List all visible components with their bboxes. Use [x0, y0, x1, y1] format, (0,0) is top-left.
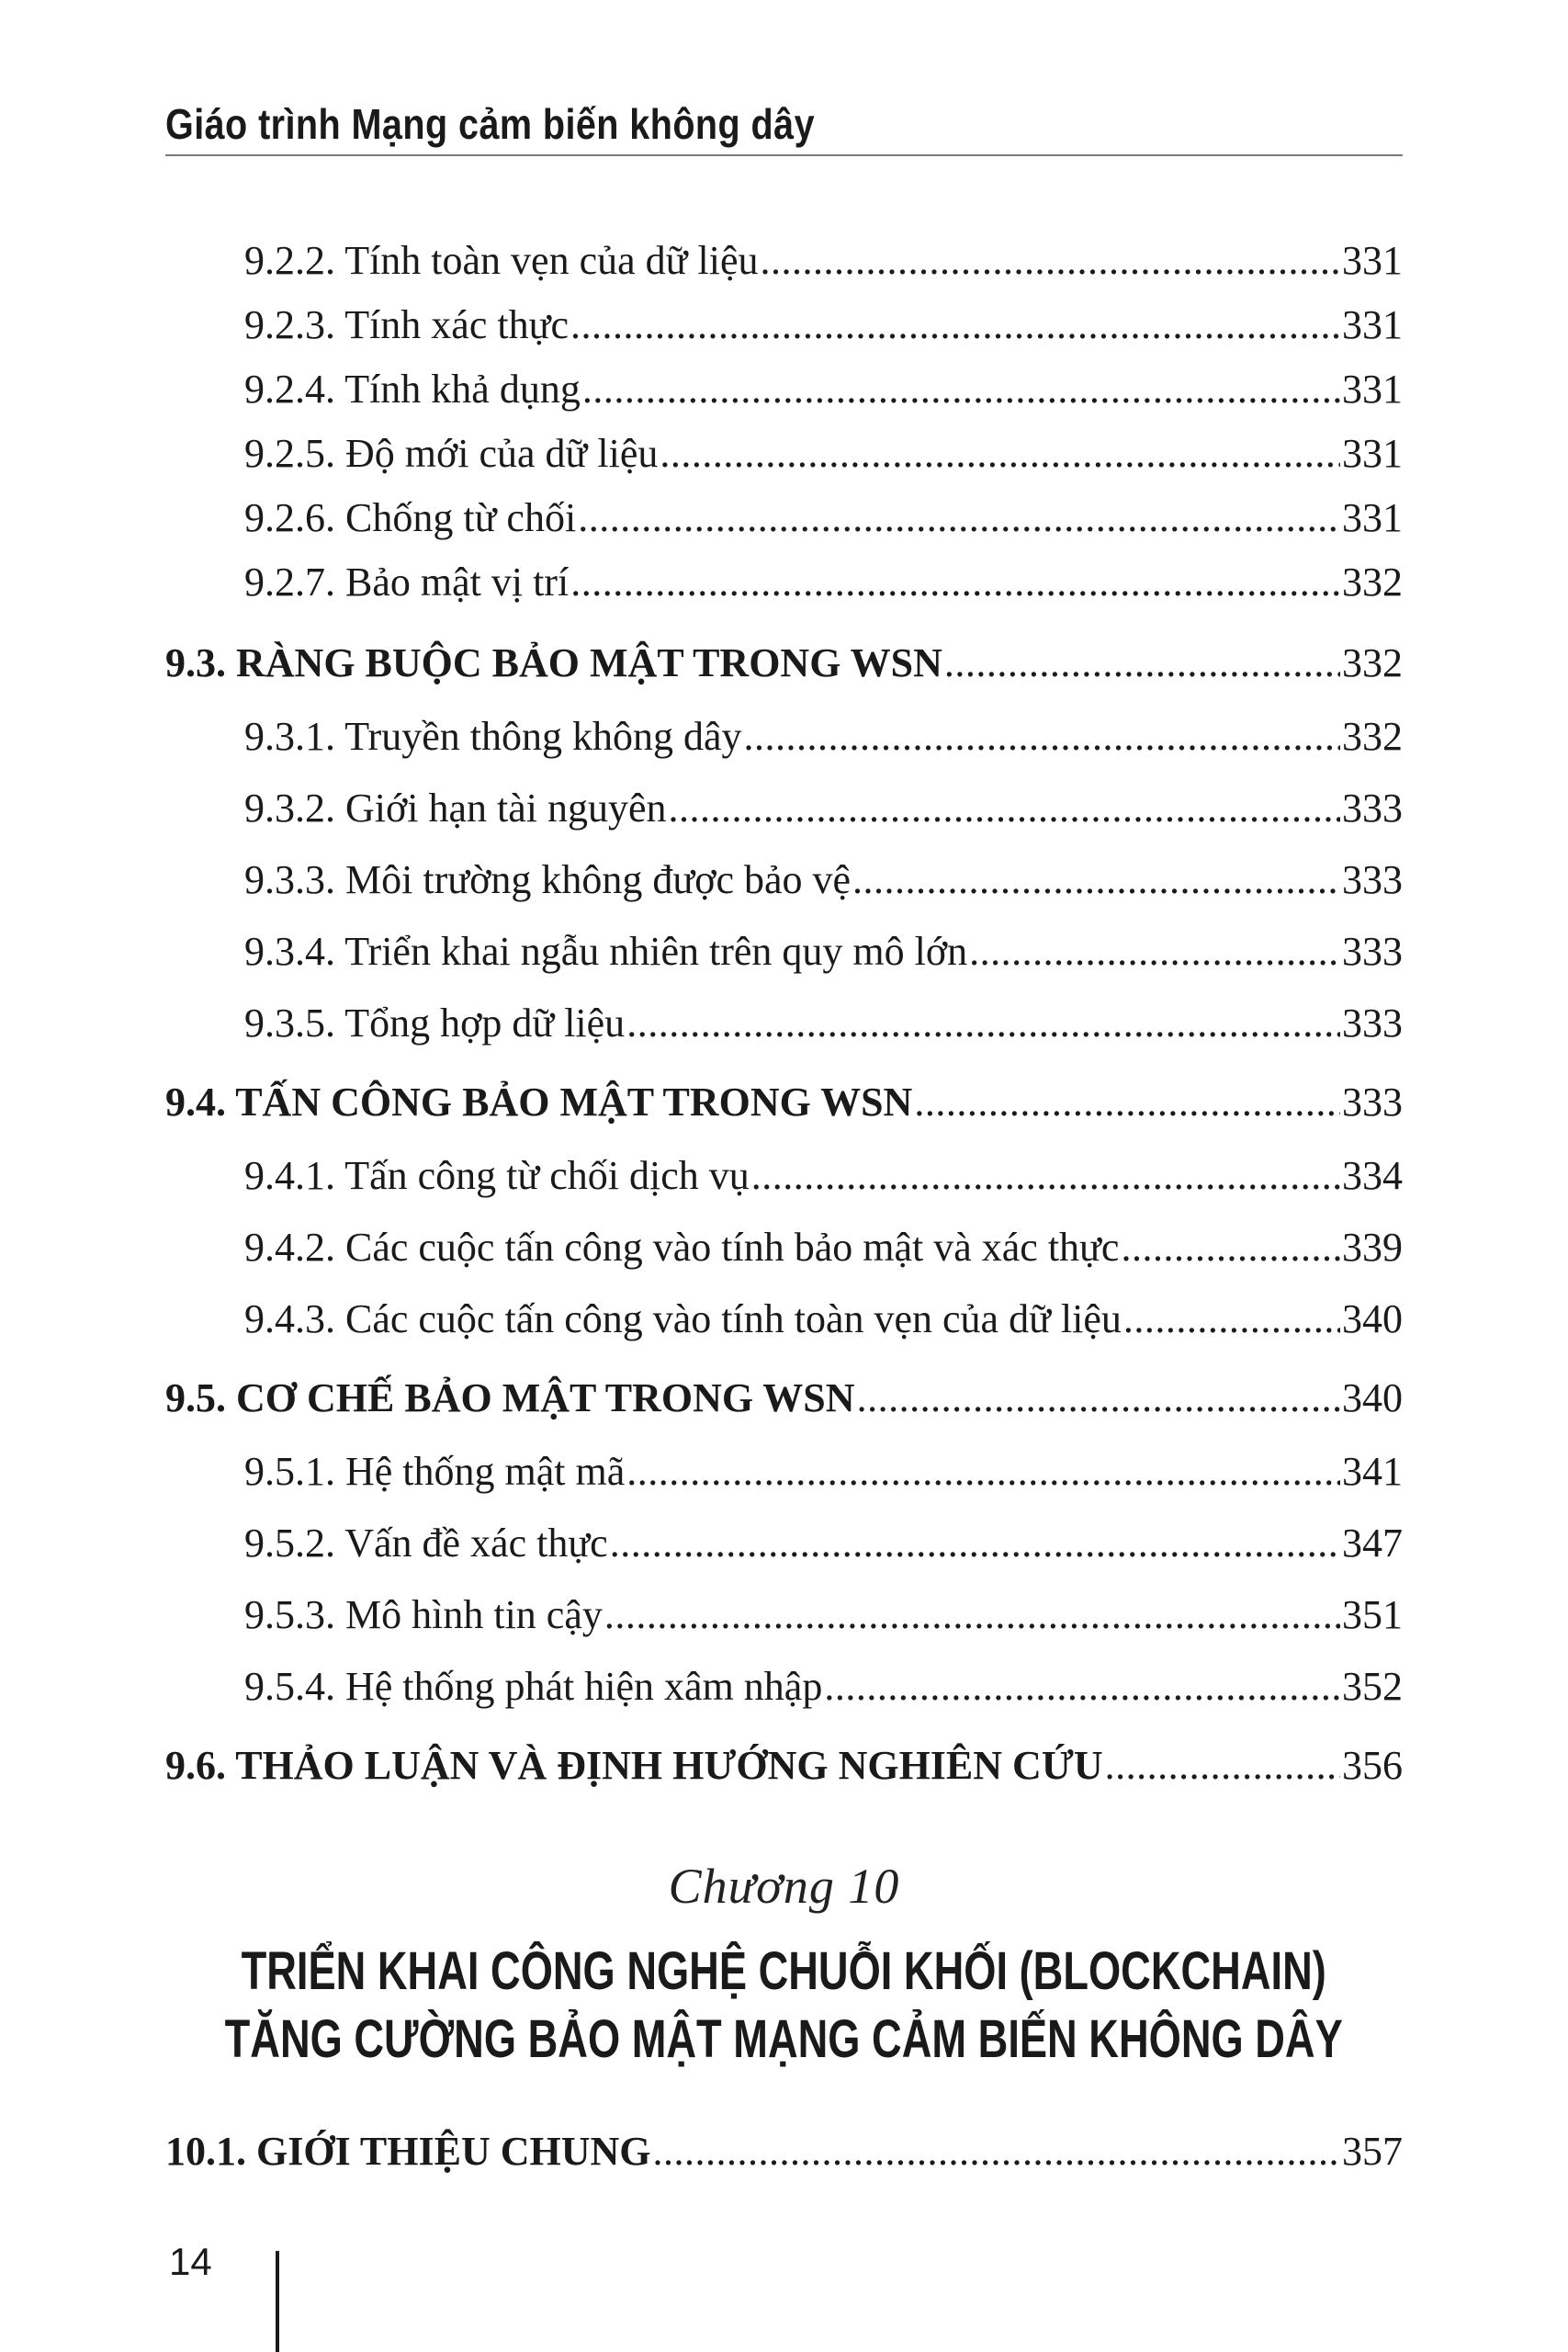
toc-entry[interactable]: [244, 713, 1403, 760]
toc-entry[interactable]: [244, 785, 1403, 831]
toc-entry[interactable]: [244, 559, 1403, 605]
toc-entry-title: 9.5. CƠ CHẾ BẢO MẬT TRONG WSN: [165, 1375, 855, 1420]
toc-leader-dots: [743, 713, 1340, 760]
toc-entry-page: 339: [1342, 1225, 1403, 1270]
toc-entry-page: 333: [1342, 1080, 1403, 1125]
toc-entry-title: 9.4. TẤN CÔNG BẢO MẬT TRONG WSN: [165, 1080, 913, 1125]
toc-entry-page: 347: [1342, 1521, 1403, 1566]
toc-entry-page: 331: [1342, 238, 1403, 283]
chapter-title-text: TĂNG CƯỜNG BẢO MẬT MẠNG CẢM BIẾN KHÔNG DÂY: [224, 2009, 1344, 2069]
toc-entry[interactable]: [244, 1591, 1403, 1638]
toc-entry-title: 9.2.3. Tính xác thực: [244, 302, 569, 347]
toc-entry-page: 331: [1342, 495, 1403, 540]
toc-entry-title: 9.3.5. Tổng hợp dữ liệu: [244, 1001, 626, 1046]
toc-leader-dots: [751, 1152, 1340, 1199]
toc-entry[interactable]: [244, 1152, 1403, 1199]
toc-entry[interactable]: [244, 301, 1403, 348]
toc-leader-dots: [626, 1448, 1340, 1495]
toc-section-entry[interactable]: [165, 1374, 1403, 1421]
toc-entry-page: 333: [1342, 929, 1403, 974]
toc-leader-dots: [610, 1520, 1340, 1566]
toc-entry-page: 340: [1342, 1375, 1403, 1420]
toc-leader-dots: [660, 430, 1340, 477]
toc-entry-title: 9.3.3. Môi trường không được bảo vệ: [244, 857, 852, 902]
toc-entry-title: 9.4.3. Các cuộc tấn công vào tính toàn vẹn của dữ liệu: [244, 1296, 1122, 1341]
toc-entry-title: 9.3. RÀNG BUỘC BẢO MẬT TRONG WSN: [165, 640, 942, 685]
toc-entry-page: 333: [1342, 857, 1403, 902]
toc-leader-dots: [582, 366, 1340, 413]
toc-entry-page: 331: [1342, 431, 1403, 476]
toc-leader-dots: [570, 559, 1340, 605]
toc-entry-title: 9.5.2. Vấn đề xác thực: [244, 1521, 608, 1566]
toc-leader-dots: [669, 785, 1340, 831]
toc-entry[interactable]: [244, 928, 1403, 975]
toc-leader-dots: [857, 1374, 1340, 1421]
toc-entry-page: 331: [1342, 302, 1403, 347]
toc-entry[interactable]: [244, 430, 1403, 477]
toc-entry-page: 332: [1342, 714, 1403, 759]
toc-section-entry[interactable]: [165, 1079, 1403, 1125]
toc-entry-title: 9.3.1. Truyền thông không dây: [244, 714, 742, 759]
running-head: Giáo trình Mạng cảm biến không dây: [165, 100, 816, 148]
toc-entry-page: 352: [1342, 1664, 1403, 1709]
toc-leader-dots: [944, 639, 1340, 686]
toc-entry-page: 333: [1342, 786, 1403, 831]
toc-leader-dots: [578, 494, 1340, 541]
chapter-title-line-2: [0, 2008, 1568, 2070]
toc-entry-page: 341: [1342, 1449, 1403, 1494]
toc-entry-title: 9.2.5. Độ mới của dữ liệu: [244, 431, 659, 476]
toc-leader-dots: [852, 856, 1340, 903]
toc-entry-title: 9.2.2. Tính toàn vẹn của dữ liệu: [244, 238, 759, 283]
toc-entry-title: 9.3.2. Giới hạn tài nguyên: [244, 786, 667, 831]
toc-entry-title: 9.5.1. Hệ thống mật mã: [244, 1449, 626, 1494]
toc-entry-title: 9.4.1. Tấn công từ chối dịch vụ: [244, 1153, 750, 1198]
toc-entry-page: 357: [1342, 2129, 1403, 2174]
toc-leader-dots: [653, 2128, 1341, 2175]
toc-entry-title: 9.5.4. Hệ thống phát hiện xâm nhập: [244, 1664, 823, 1709]
chapter-title-text: TRIỂN KHAI CÔNG NGHỆ CHUỖI KHỐI (BLOCKCHAIN): [241, 1941, 1327, 2001]
toc-leader-dots: [969, 928, 1340, 975]
toc-entry[interactable]: [244, 856, 1403, 903]
toc-entry-title: 9.2.4. Tính khả dụng: [244, 367, 581, 412]
toc-entry-title: 9.2.7. Bảo mật vị trí: [244, 560, 570, 605]
toc-entry-title: 10.1. GIỚI THIỆU CHUNG: [165, 2129, 651, 2174]
toc-section-entry[interactable]: [165, 1742, 1403, 1789]
toc-leader-dots: [570, 301, 1340, 348]
toc-entry-page: 356: [1342, 1743, 1403, 1788]
toc-entry-page: 333: [1342, 1001, 1403, 1046]
toc-leader-dots: [604, 1591, 1340, 1638]
toc-section-entry[interactable]: [165, 639, 1403, 686]
folio-rule: [276, 2251, 279, 2352]
toc-entry-title: 9.3.4. Triển khai ngẫu nhiên trên quy mô lớn: [244, 929, 968, 974]
toc-section-entry[interactable]: [165, 2128, 1403, 2175]
toc-entry-page: 332: [1342, 640, 1403, 685]
toc-leader-dots: [1121, 1224, 1340, 1271]
toc-entry-page: 334: [1342, 1153, 1403, 1198]
toc-entry-page: 332: [1342, 560, 1403, 605]
toc-entry-page: 351: [1342, 1592, 1403, 1637]
toc-entry[interactable]: [244, 1448, 1403, 1495]
toc-entry[interactable]: [244, 1663, 1403, 1710]
toc-leader-dots: [1105, 1742, 1340, 1789]
page-number: 14: [169, 2240, 212, 2283]
toc-entry-title: 9.2.6. Chống từ chối: [244, 495, 577, 540]
toc-entry[interactable]: [244, 494, 1403, 541]
toc-entry[interactable]: [244, 1224, 1403, 1271]
toc-entry[interactable]: [244, 1000, 1403, 1046]
toc-leader-dots: [626, 1000, 1340, 1046]
toc-entry-title: 9.6. THẢO LUẬN VÀ ĐỊNH HƯỚNG NGHIÊN CỨU: [165, 1743, 1103, 1788]
toc-leader-dots: [1123, 1295, 1340, 1342]
toc-entry[interactable]: [244, 1295, 1403, 1342]
toc-entry-page: 340: [1342, 1296, 1403, 1341]
toc-leader-dots: [824, 1663, 1340, 1710]
toc-entry-title: 9.4.2. Các cuộc tấn công vào tính bảo mật và xác thực: [244, 1225, 1120, 1270]
toc-leader-dots: [914, 1079, 1340, 1125]
toc-entry[interactable]: [244, 237, 1403, 284]
chapter-title-line-1: [0, 1940, 1568, 2002]
toc-leader-dots: [760, 237, 1340, 284]
toc-entry[interactable]: [244, 366, 1403, 413]
toc-entry-title: 9.5.3. Mô hình tin cậy: [244, 1592, 603, 1637]
chapter-label: Chương 10: [668, 1859, 900, 1914]
toc-entry[interactable]: [244, 1520, 1403, 1566]
toc-entry-page: 331: [1342, 367, 1403, 412]
